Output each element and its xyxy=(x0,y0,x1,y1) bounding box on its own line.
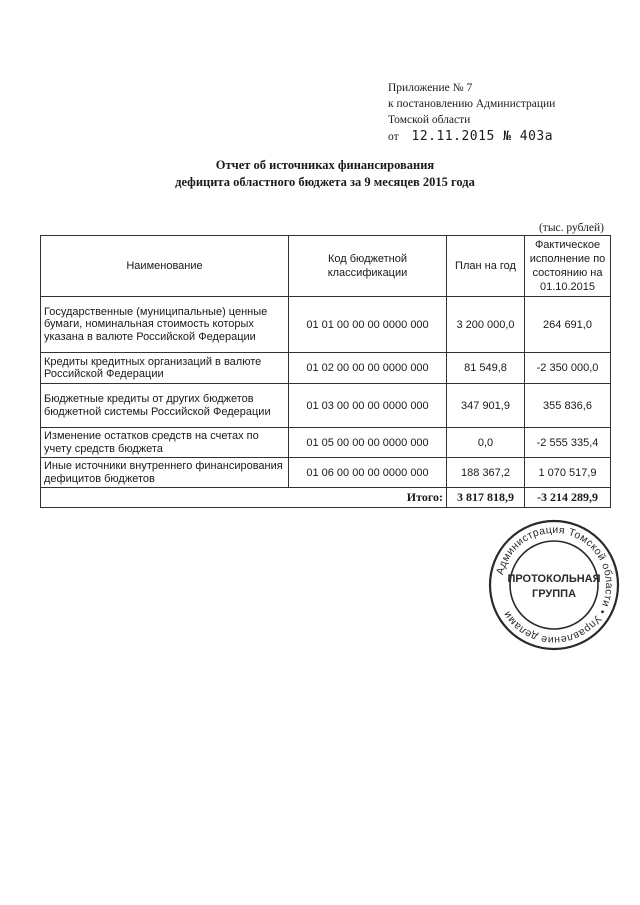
report-title-line2: дефицита областного бюджета за 9 месяцев 2015 года xyxy=(175,175,475,189)
table-header-row xyxy=(41,236,611,297)
row-actual: 264 691,0 xyxy=(525,297,611,353)
appendix-region: Томской области xyxy=(388,114,471,126)
report-title xyxy=(40,157,610,191)
stamp-inner-line1: ПРОТОКОЛЬНАЯ xyxy=(507,573,601,585)
row-name: Изменение остатков средств на счетах по учету средств бюджета xyxy=(41,428,289,458)
row-name: Государственные (муниципальные) ценные бумаги, номинальная стоимость которых указана в валюте Российской Федерации xyxy=(41,297,289,353)
table-row xyxy=(41,428,611,458)
row-code: 01 02 00 00 00 0000 000 xyxy=(289,353,447,384)
row-actual: -2 350 000,0 xyxy=(525,353,611,384)
appendix-date-value: 12.11.2015 № 403а xyxy=(411,129,554,144)
row-actual: 355 836,6 xyxy=(525,384,611,428)
total-actual: -3 214 289,9 xyxy=(525,488,611,508)
header-code: Код бюджетной классификации xyxy=(289,236,447,297)
appendix-date-prefix: от xyxy=(388,131,399,143)
row-name: Иные источники внутреннего финансирования дефицитов бюджетов xyxy=(41,458,289,488)
units-label: (тыс. рублей) xyxy=(538,222,604,234)
table-row xyxy=(41,353,611,384)
report-table xyxy=(40,235,611,508)
row-name: Кредиты кредитных организаций в валюте Российской Федерации xyxy=(41,353,289,384)
appendix-number: Приложение № 7 xyxy=(388,82,473,94)
header-actual: Фактическое исполнение по состоянию на 01.10.2015 xyxy=(525,236,611,297)
official-stamp xyxy=(488,519,620,651)
row-name: Бюджетные кредиты от других бюджетов бюджетной системы Российской Федерации xyxy=(41,384,289,428)
table-row xyxy=(41,297,611,353)
stamp-inner-line2: ГРУППА xyxy=(531,588,577,600)
header-name: Наименование xyxy=(41,236,289,297)
appendix-date-row xyxy=(388,129,555,145)
stamp-outer-text: Администрация Томской области • Управление делами xyxy=(494,523,616,647)
table-row xyxy=(41,384,611,428)
row-plan: 81 549,8 xyxy=(447,353,525,384)
report-title-line1: Отчет об источниках финансирования xyxy=(215,158,435,172)
header-plan: План на год xyxy=(447,236,525,297)
row-plan: 3 200 000,0 xyxy=(447,297,525,353)
appendix-resolution: к постановлению Администрации xyxy=(388,98,556,110)
total-row xyxy=(41,488,611,508)
row-plan: 347 901,9 xyxy=(447,384,525,428)
row-code: 01 01 00 00 00 0000 000 xyxy=(289,297,447,353)
row-code: 01 06 00 00 00 0000 000 xyxy=(289,458,447,488)
row-code: 01 05 00 00 00 0000 000 xyxy=(289,428,447,458)
stamp-inner-ring xyxy=(510,541,598,629)
appendix-block xyxy=(388,80,555,145)
row-plan: 188 367,2 xyxy=(447,458,525,488)
row-actual: 1 070 517,9 xyxy=(525,458,611,488)
total-plan: 3 817 818,9 xyxy=(447,488,525,508)
total-label: Итого: xyxy=(41,488,447,508)
row-code: 01 03 00 00 00 0000 000 xyxy=(289,384,447,428)
row-plan: 0,0 xyxy=(447,428,525,458)
row-actual: -2 555 335,4 xyxy=(525,428,611,458)
table-row xyxy=(41,458,611,488)
